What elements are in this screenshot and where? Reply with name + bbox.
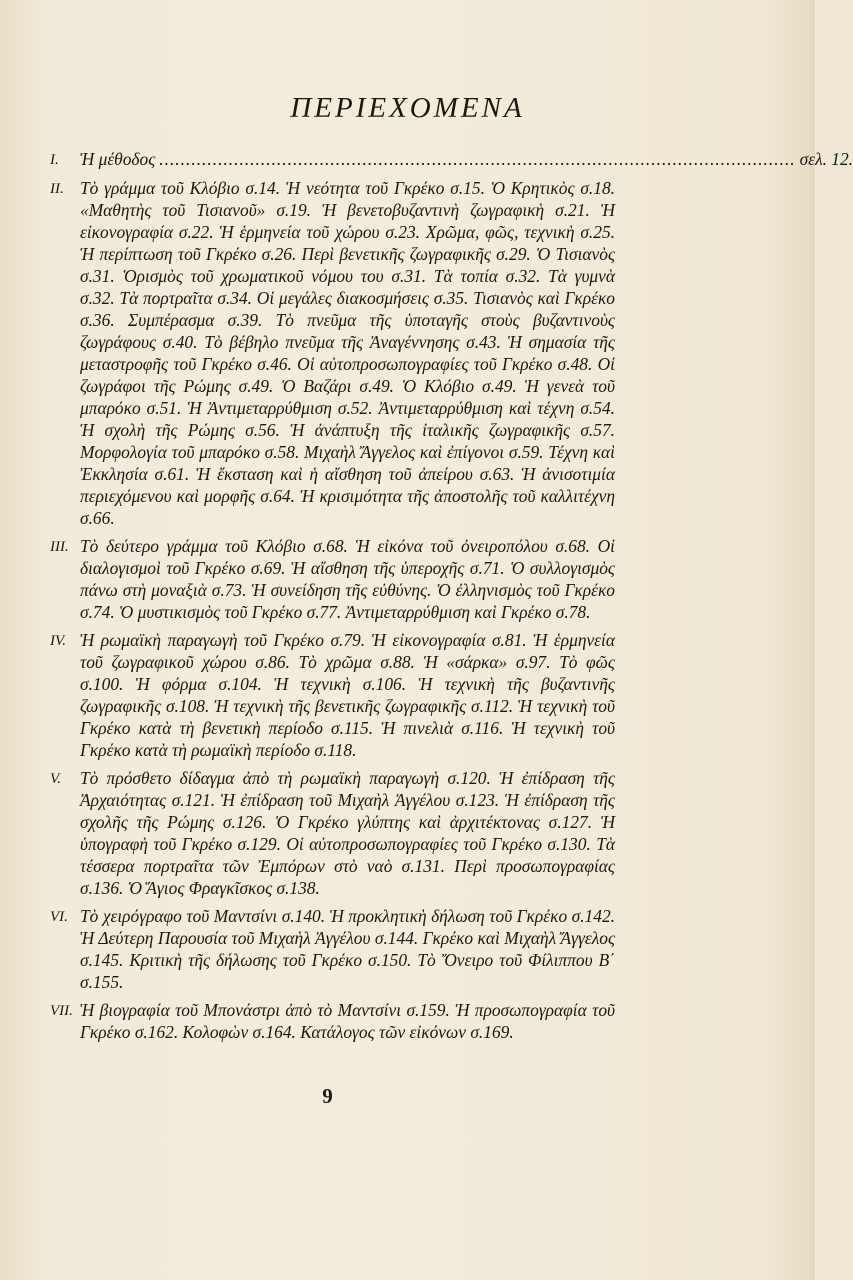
- chapter-numeral: IV.: [50, 633, 66, 649]
- chapter-numeral: VII.: [50, 1003, 73, 1019]
- chapter-numeral: VI.: [50, 909, 68, 925]
- toc-leader-row: [80, 148, 853, 170]
- chapter-numeral: I.: [50, 152, 59, 168]
- chapter-contents: Τὸ δεύτερο γράμμα τοῦ Κλόβιο σ.68. Ἡ εἰκόνα τοῦ ὀνειροπόλου σ.68. Οἱ διαλογισμοὶ τοῦ Γκρέκο σ.69. Ἡ αἴσθηση τῆς ὑπεροχῆς σ.71. Ὁ συλλογισμὸς πάνω στὴ μοναξιὰ σ.73. Ἡ συνείδηση τῆς εὐθύνης. Ὁ ἐλληνισμὸς τοῦ Γκρέκο σ.74. Ὁ μυστικισμὸς τοῦ Γκρέκο σ.77. Ἀντιμεταρρύθμιση καὶ Γκρέκο σ.78.: [80, 536, 615, 622]
- toc-entry-2: [50, 177, 615, 529]
- chapter-contents: Τὸ χειρόγραφο τοῦ Μαντσίνι σ.140. Ἡ προκλητικὴ δήλωση τοῦ Γκρέκο σ.142. Ἡ Δεύτερη Παρουσία τοῦ Μιχαὴλ Ἀγγέλου σ.144. Γκρέκο καὶ Μιχαὴλ Ἄγγελος σ.145. Κριτικὴ τῆς δήλωσης τοῦ Γκρέκο σ.150. Τὸ Ὄνειρο τοῦ Φίλιππου Β΄ σ.155.: [80, 906, 615, 992]
- chapter-contents: Τὸ γράμμα τοῦ Κλόβιο σ.14. Ἡ νεότητα τοῦ Γκρέκο σ.15. Ὁ Κρητικὸς σ.18. «Μαθητὴς τοῦ Τισιανοῦ» σ.19. Ἡ βενετοβυζαντινὴ ζωγραφικὴ σ.21. Ἡ εἰκονογραφία σ.22. Ἡ ἑρμηνεία τοῦ χώρου σ.23. Χρῶμα, φῶς, τεχνικὴ σ.25. Ἡ περίπτωση τοῦ Γκρέκο σ.26. Περὶ βενετικῆς ζωγραφικῆς σ.29. Ὁ Τισιανὸς σ.31. Ὁρισμὸς τοῦ χρωματικοῦ νόμου του σ.31. Τὰ τοπία σ.32. Τὰ γυμνὰ σ.32. Τὰ πορτραῖτα σ.34. Οἱ μεγάλες διακοσμήσεις σ.35. Τισιανὸς καὶ Γκρέκο σ.36. Συμπέρασμα σ.39. Τὸ πνεῦμα τῆς ὑποταγῆς στοὺς βυζαντινοὺς ζωγράφους σ.40. Τὸ βέβηλο πνεῦμα τῆς Ἀναγέννησης σ.43. Ἡ σημασία τῆς μεταστροφῆς τοῦ Γκρέκο σ.46. Οἱ αὐτοπροσωπογραφίες τοῦ Γκρέκο σ.48. Οἱ ζωγράφοι τῆς Ρώμης σ.49. Ὁ Βαζάρι σ.49. Ὁ Κλόβιο σ.49. Ἡ γενεὰ τοῦ μπαρόκο σ.51. Ἡ Ἀντιμεταρρύθμιση σ.52. Ἀντιμεταρρύθμιση καὶ τέχνη σ.54. Ἡ σχολὴ τῆς Ρώμης σ.56. Ἡ ἀνάπτυξη τῆς ἰταλικῆς ζωγραφικῆς σ.57. Μορφολογία τοῦ μπαρόκο σ.58. Μιχαὴλ Ἄγγελος καὶ ἐπίγονοι σ.59. Τέχνη καὶ Ἐκκλησία σ.61. Ἡ ἔκσταση καὶ ἡ αἴσθηση τοῦ ἀπείρου σ.63. Ἡ ἀνισοτιμία περιεχόμενου καὶ μορφῆς σ.64. Ἡ κρισιμότητα τῆς ἀποστολῆς τοῦ καλλιτέχνη σ.66.: [80, 178, 615, 528]
- toc-entry-6: [50, 905, 615, 993]
- toc-entry-3: [50, 535, 615, 623]
- toc-entry-5: [50, 767, 615, 899]
- table-of-contents: [50, 148, 853, 1049]
- chapter-contents: Τὸ πρόσθετο δίδαγμα ἀπὸ τὴ ρωμαϊκὴ παραγωγὴ σ.120. Ἡ ἐπίδραση τῆς Ἀρχαιότητας σ.121. Ἡ ἐπίδραση τοῦ Μιχαὴλ Ἀγγέλου σ.123. Ἡ ἐπίδραση τῆς σχολῆς τῆς Ρώμης σ.126. Ὁ Γκρέκο γλύπτης καὶ ἀρχιτέκτονας σ.127. Ἡ ὑπογραφὴ τοῦ Γκρέκο σ.129. Οἱ αὐτοπροσωπογραφίες τοῦ Γκρέκο σ.130. Τὰ τέσσερα πορτραῖτα τῶν Ἐμπόρων στὸ ναὸ σ.131. Περὶ προσωπογραφίας σ.136. Ὁ Ἅγιος Φραγκῖσκος σ.138.: [80, 768, 615, 898]
- page-title: ΠΕΡΙΕΧΟΜΕΝΑ: [290, 92, 525, 124]
- toc-entry-1: [50, 148, 853, 171]
- chapter-contents: Ἡ βιογραφία τοῦ Μπονάστρι ἀπὸ τὸ Μαντσίνι σ.159. Ἡ προσωπογραφία τοῦ Γκρέκο σ.162. Κολοφὼν σ.164. Κατάλογος τῶν εἰκόνων σ.169.: [80, 1000, 615, 1042]
- toc-entry-7: [50, 999, 615, 1043]
- page-number: 9: [322, 1084, 333, 1108]
- dot-leader: .......................................................................................................................: [159, 149, 796, 169]
- chapter-numeral: II.: [50, 181, 64, 197]
- chapter-numeral: III.: [50, 539, 69, 555]
- chapter-contents: Ἡ ρωμαϊκὴ παραγωγὴ τοῦ Γκρέκο σ.79. Ἡ εἰκονογραφία σ.81. Ἡ ἑρμηνεία τοῦ ζωγραφικοῦ χώρου σ.86. Τὸ χρῶμα σ.88. Ἡ «σάρκα» σ.97. Τὸ φῶς σ.100. Ἡ φόρμα σ.104. Ἡ τεχνικὴ σ.106. Ἡ τεχνικὴ τῆς βυζαντινῆς ζωγραφικῆς σ.108. Ἡ τεχνικὴ τῆς βενετικῆς ζωγραφικῆς σ.112. Ἡ τεχνικὴ τοῦ Γκρέκο κατὰ τὴ βενετικὴ περίοδο σ.115. Ἡ πινελιὰ σ.116. Ἡ τεχνικὴ τοῦ Γκρέκο κατὰ τὴ ρωμαϊκὴ περίοδο σ.118.: [80, 630, 615, 760]
- chapter-numeral: V.: [50, 771, 61, 787]
- chapter-title: Ἡ μέθοδος: [80, 149, 156, 169]
- chapter-page: σελ. 12.: [799, 149, 853, 169]
- toc-entry-4: [50, 629, 615, 761]
